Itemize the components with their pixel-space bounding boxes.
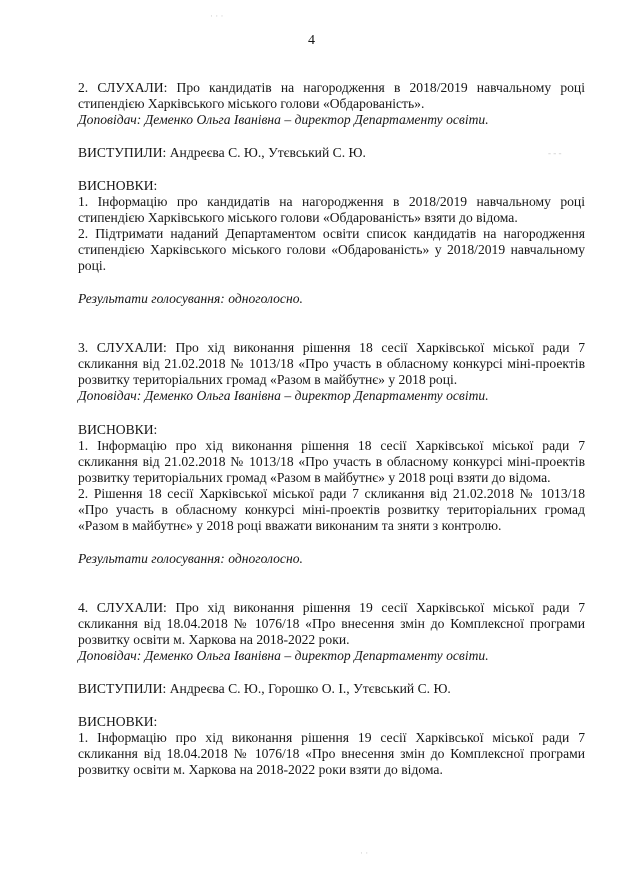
document-body [78,80,585,778]
speaker-item-4: Доповідач: Деменко Ольга Іванівна – директор Департаменту освіти. [78,648,489,663]
spoke-item-4: ВИСТУПИЛИ: Андреєва С. Ю., Горошко О. І., Утєвський С. Ю. [78,681,451,696]
heard-item-3: 3. СЛУХАЛИ: Про хід виконання рішення 18 сесії Харківської міської ради 7 скликання від 21.02.2018 № 1013/18 «Про участь в обласному конкурсі міні-проектів розвитку територіальних громад «Разом в майбутнє» у 2018 році. [78,340,585,387]
conclusion-2-2: 2. Підтримати наданий Департаментом освіти список кандидатів на нагородження стипендією Харківського міського голови «Обдарованість» у 2018/2019 навчальному році. [78,226,585,273]
agenda-item-2 [78,80,585,307]
vote-result-item-3: Результати голосування: одноголосно. [78,551,303,566]
agenda-item-3 [78,340,585,567]
speaker-item-3: Доповідач: Деменко Ольга Іванівна – директор Департаменту освіти. [78,388,489,403]
conclusion-3-2: 2. Рішення 18 сесії Харківської міської ради 7 скликання від 21.02.2018 № 1013/18 «Про участь в обласному конкурсі міні-проектів розвитку територіальних громад «Разом в майбутнє» у 2018 році вважати виконаним та зняти з контролю. [78,486,585,533]
spoke-item-2: ВИСТУПИЛИ: Андреєва С. Ю., Утєвський С. Ю. [78,145,366,160]
agenda-item-4 [78,600,585,778]
scan-artifact: - - - [548,148,562,158]
page-number: 4 [308,33,315,48]
heard-item-4: 4. СЛУХАЛИ: Про хід виконання рішення 19 сесії Харківської міської ради 7 скликання від 18.04.2018 № 1076/18 «Про внесення змін до Комплексної програми розвитку освіти м. Харкова на 2018-2022 роки. [78,600,585,647]
heard-item-2: 2. СЛУХАЛИ: Про кандидатів на нагородження в 2018/2019 навчальному році стипендією Харківського міського голови «Обдарованість». [78,80,585,111]
scan-artifact: · · · [210,11,224,21]
conclusion-4-1: 1. Інформацію про хід виконання рішення 19 сесії Харківської міської ради 7 скликання від 18.04.2018 № 1076/18 «Про внесення змін до Комплексної програми розвитку освіти м. Харкова на 2018-2022 роки взяти до відома. [78,730,585,777]
conclusions-label-item-3: ВИСНОВКИ: [78,422,158,437]
conclusion-2-1: 1. Інформацію про кандидатів на нагородження в 2018/2019 навчальному році стипендією Харківського міського голови «Обдарованість» взяти до відома. [78,194,585,225]
conclusions-label-item-4: ВИСНОВКИ: [78,714,158,729]
conclusions-label-item-2: ВИСНОВКИ: [78,178,158,193]
conclusion-3-1: 1. Інформацію про хід виконання рішення 18 сесії Харківської міської ради 7 скликання від 21.02.2018 № 1013/18 «Про участь в обласному конкурсі міні-проектів розвитку територіальних громад «Разом в майбутнє» у 2018 році взяти до відома. [78,438,585,485]
scan-artifact: · · [360,848,369,858]
vote-result-item-2: Результати голосування: одноголосно. [78,291,303,306]
speaker-item-2: Доповідач: Деменко Ольга Іванівна – директор Департаменту освіти. [78,112,489,127]
